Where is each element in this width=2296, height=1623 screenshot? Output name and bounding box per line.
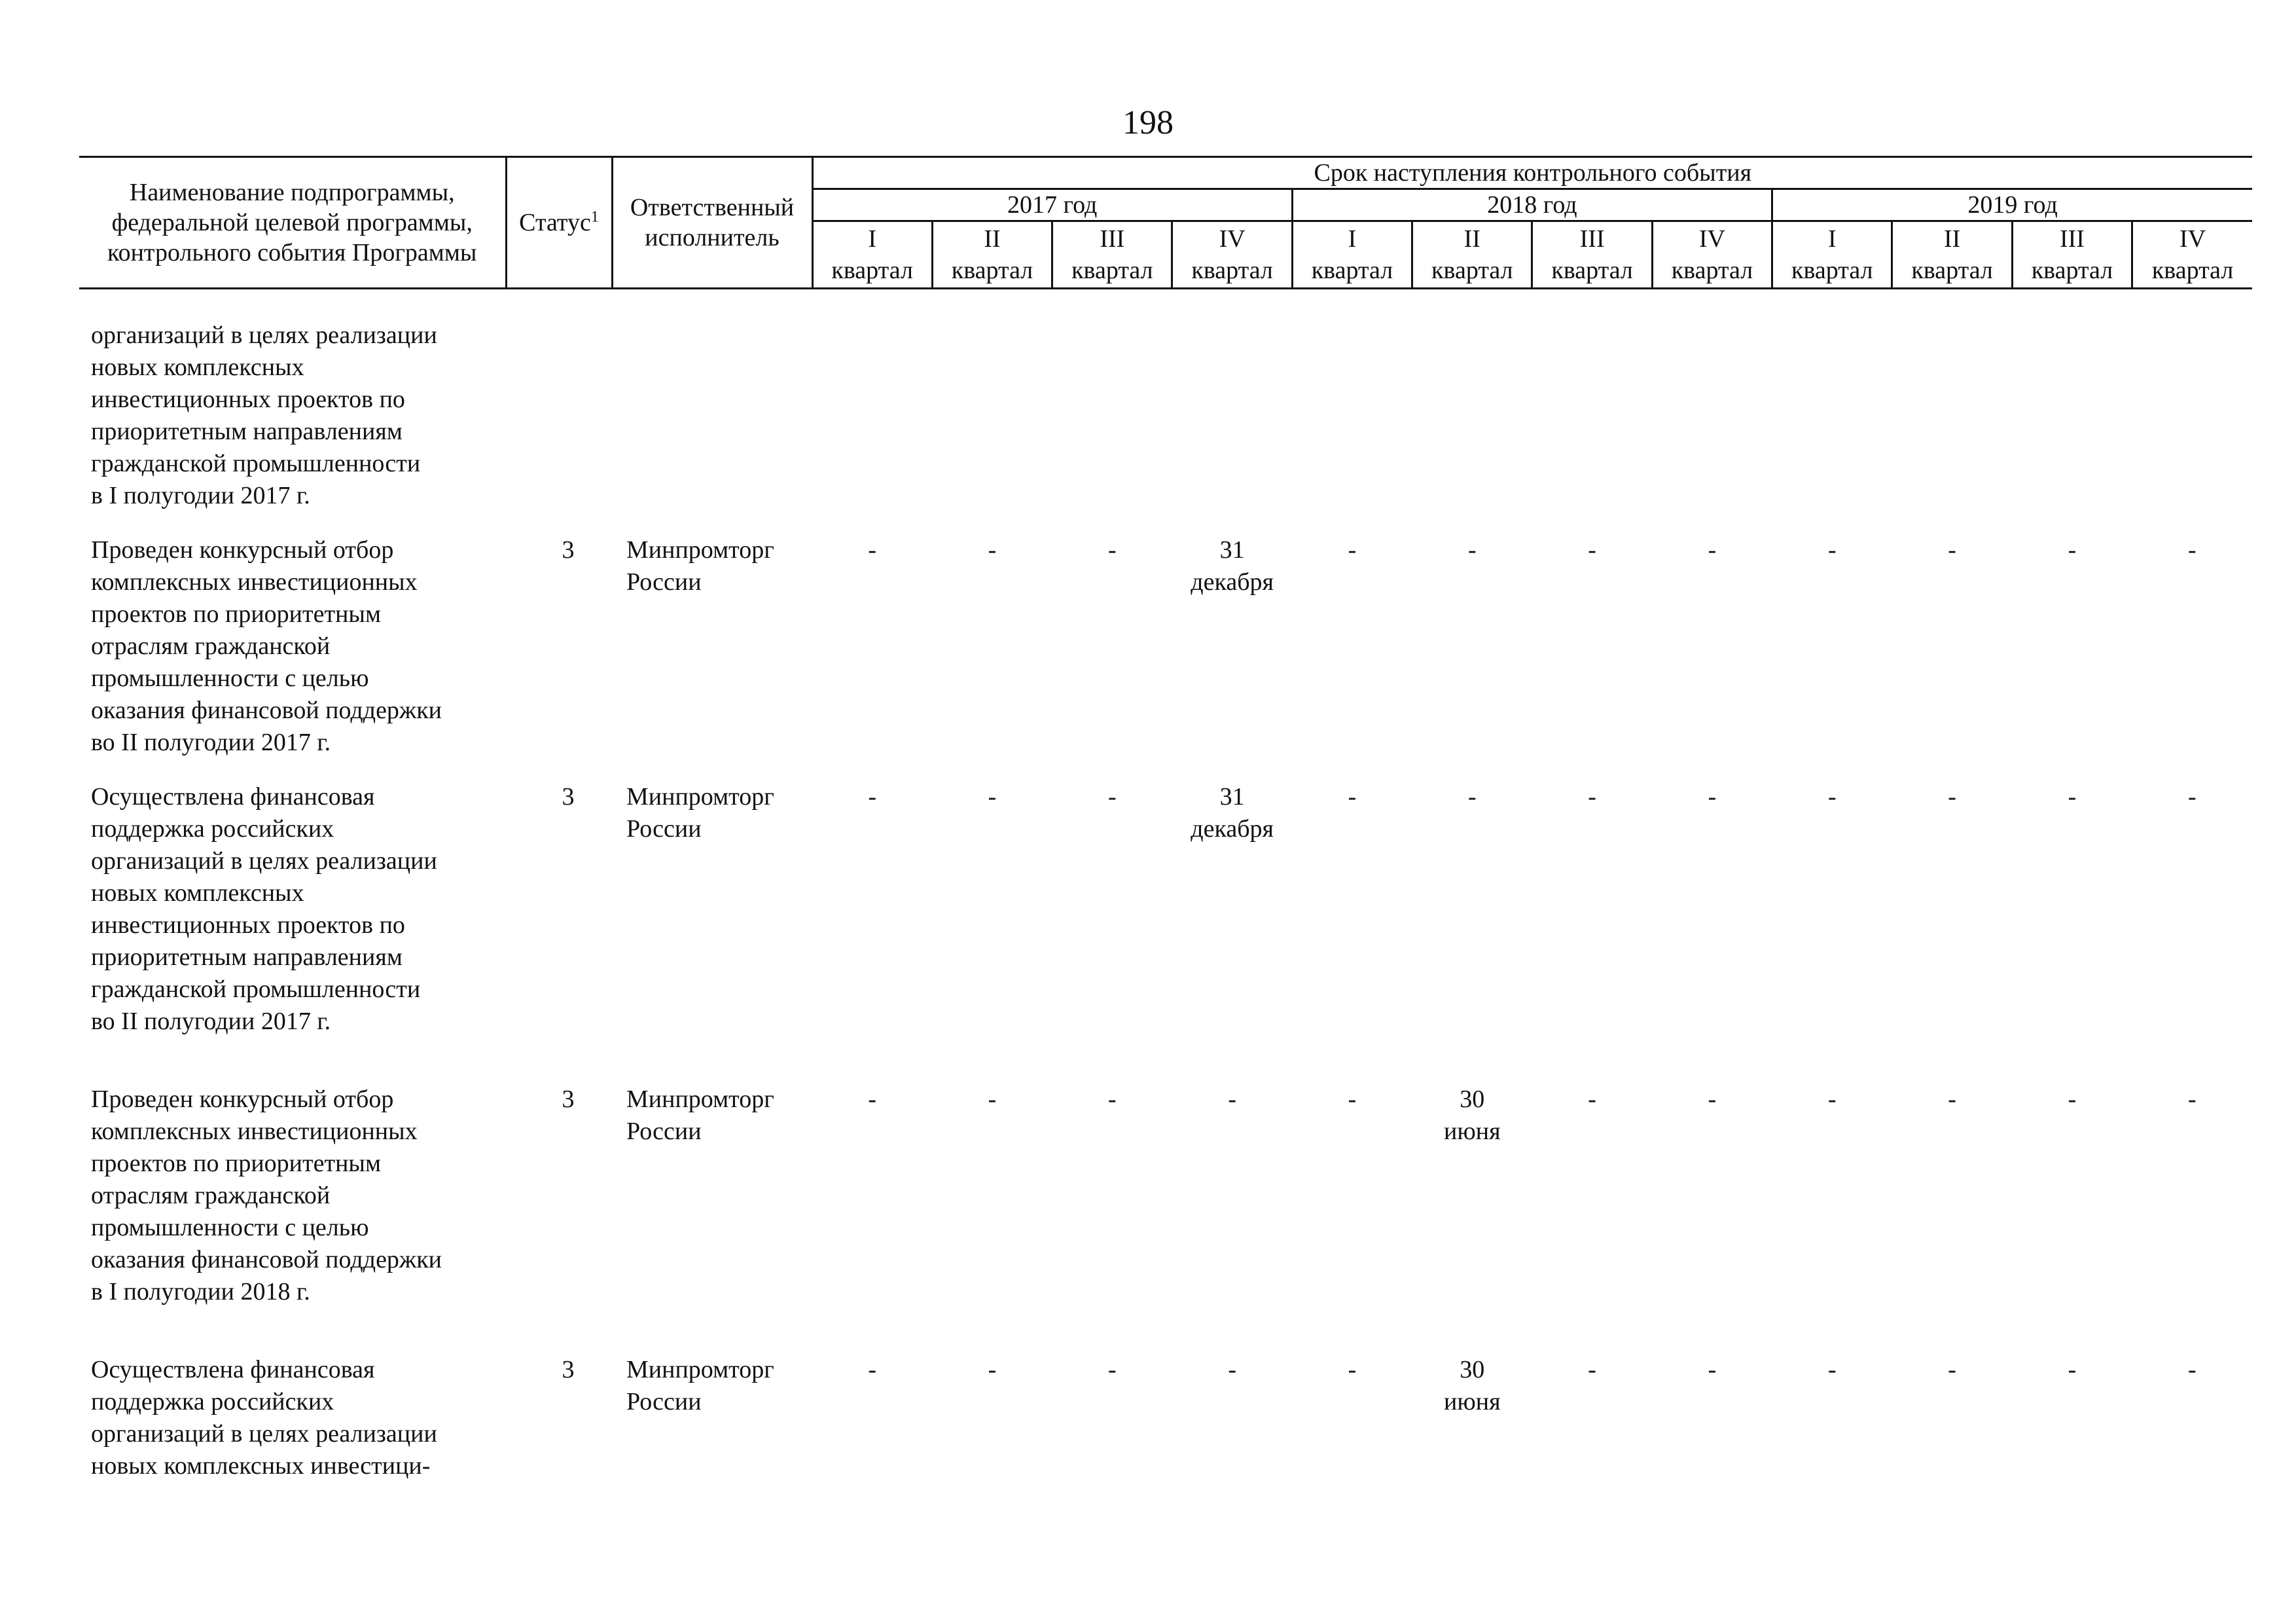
quarter-cell-9	[1892, 1084, 2012, 1354]
quarter-cell-value: -	[1588, 783, 1596, 811]
quarter-cell-value: -	[868, 1085, 876, 1113]
event-name-line: гражданской промышленности	[91, 976, 421, 1003]
quarter-word: квартал	[2151, 257, 2234, 284]
quarter-cell-value: 30	[1460, 1085, 1485, 1113]
header-quarter-1	[932, 221, 1052, 289]
quarter-cell-value: -	[1348, 536, 1357, 564]
event-name-line: приоритетным направлениям	[91, 418, 403, 445]
quarter-cell-value: -	[988, 783, 997, 811]
event-status: 3	[562, 536, 575, 564]
header-responsible-column: Ответственный исполнитель	[612, 157, 812, 289]
quarter-cell-value: июня	[1444, 1118, 1501, 1145]
event-name-line: приоритетным направлениям	[91, 943, 403, 971]
quarter-cell-3	[1172, 534, 1292, 781]
quarter-word: квартал	[831, 257, 913, 284]
quarter-cell-11	[2132, 534, 2252, 781]
header-year-1: 2018 год	[1292, 189, 1772, 221]
quarter-cell-value: -	[1827, 1356, 1837, 1383]
quarter-cell-0	[812, 319, 932, 534]
header-status-column	[506, 157, 612, 289]
quarter-cell-5	[1412, 1084, 1532, 1354]
table-row	[79, 781, 2252, 1084]
quarter-cell-10	[2012, 319, 2132, 534]
table-row	[79, 319, 2252, 534]
event-name-line: инвестиционных проектов по	[91, 911, 405, 939]
quarter-cell-value: -	[1588, 536, 1596, 564]
quarter-cell-7	[1652, 534, 1772, 781]
quarter-cell-8	[1772, 319, 1892, 534]
event-name-line: в I полугодии 2017 г.	[91, 482, 310, 509]
quarter-word: квартал	[1071, 257, 1153, 284]
quarter-cell-value: -	[1827, 783, 1837, 811]
quarter-number: IV	[1219, 225, 1246, 253]
quarter-cell-11	[2132, 781, 2252, 1084]
quarter-cell-1	[932, 781, 1052, 1084]
table-body	[79, 289, 2252, 1505]
quarter-cell-value: -	[1107, 536, 1117, 564]
quarter-cell-11	[2132, 1354, 2252, 1504]
event-name-line: новых комплексных	[91, 354, 304, 381]
quarter-cell-5	[1412, 781, 1532, 1084]
quarter-cell-5	[1412, 534, 1532, 781]
event-name-line: промышленности с целью	[91, 665, 369, 692]
quarter-cell-value: -	[1588, 1085, 1596, 1113]
quarter-cell-value: -	[2188, 1356, 2197, 1383]
quarter-number: III	[2059, 225, 2085, 253]
quarter-cell-value: -	[1827, 1085, 1837, 1113]
event-status: 3	[562, 1085, 575, 1113]
quarter-cell-3	[1172, 781, 1292, 1084]
event-responsible-line: России	[626, 815, 702, 843]
event-responsible-line: России	[626, 568, 702, 596]
quarter-cell-7	[1652, 1354, 1772, 1504]
event-responsible-line: Минпромторг	[626, 1356, 774, 1383]
quarter-cell-1	[932, 319, 1052, 534]
header-year-0: 2017 год	[812, 189, 1292, 221]
event-name-line: Проведен конкурсный отбор	[91, 536, 394, 564]
event-responsible	[612, 1084, 812, 1354]
quarter-word: квартал	[1191, 257, 1273, 284]
quarter-cell-5	[1412, 319, 1532, 534]
event-name-line: проектов по приоритетным	[91, 600, 382, 628]
quarter-cell-value: -	[1948, 1356, 1956, 1383]
event-name-line: проектов по приоритетным	[91, 1150, 382, 1177]
header-quarter-9	[1892, 221, 2012, 289]
quarter-cell-8	[1772, 534, 1892, 781]
quarter-number: II	[984, 225, 1001, 253]
quarter-cell-11	[2132, 1084, 2252, 1354]
event-responsible-line: Минпромторг	[626, 536, 774, 564]
event-name-line: инвестиционных проектов по	[91, 386, 405, 413]
quarter-cell-7	[1652, 1084, 1772, 1354]
quarter-cell-value: декабря	[1191, 568, 1274, 596]
quarter-cell-4	[1292, 1084, 1412, 1354]
quarter-cell-8	[1772, 1084, 1892, 1354]
quarter-number: I	[868, 225, 876, 253]
quarter-cell-6	[1532, 534, 1652, 781]
event-name-line: оказания финансовой поддержки	[91, 1246, 442, 1273]
quarter-cell-6	[1532, 319, 1652, 534]
event-name-line: отраслям гражданской	[91, 632, 331, 660]
quarter-cell-value: -	[1348, 1085, 1357, 1113]
quarter-cell-value: -	[1708, 783, 1717, 811]
quarter-word: квартал	[1551, 257, 1633, 284]
quarter-number: III	[1579, 225, 1605, 253]
header-quarter-2	[1052, 221, 1172, 289]
table-row	[79, 1084, 2252, 1354]
event-status	[506, 319, 612, 534]
quarter-cell-8	[1772, 781, 1892, 1084]
header-status-label: Статус	[519, 209, 591, 236]
event-name-line: поддержка российских	[91, 815, 334, 843]
quarter-word: квартал	[951, 257, 1033, 284]
page-number: 198	[1122, 104, 1174, 141]
header-events-title: Срок наступления контрольного события	[812, 157, 2252, 189]
quarter-cell-value: -	[2188, 1085, 2197, 1113]
quarter-cell-value: -	[1107, 783, 1117, 811]
quarter-cell-9	[1892, 781, 2012, 1084]
event-name-line: Осуществлена финансовая	[91, 1356, 375, 1383]
quarter-cell-value: -	[1708, 536, 1717, 564]
event-name-line: новых комплексных	[91, 879, 304, 907]
event-name-line: комплексных инвестиционных	[91, 568, 418, 596]
event-name-line: Проведен конкурсный отбор	[91, 1085, 394, 1113]
quarter-cell-8	[1772, 1354, 1892, 1504]
quarter-word: квартал	[1431, 257, 1513, 284]
quarter-cell-9	[1892, 1354, 2012, 1504]
quarter-cell-10	[2012, 534, 2132, 781]
quarter-cell-value: -	[1588, 1356, 1596, 1383]
header-name-column: Наименование подпрограммы, федеральной целевой программы, контрольного события Программы	[79, 157, 506, 289]
event-responsible-line: России	[626, 1118, 702, 1145]
quarter-cell-2	[1052, 1084, 1172, 1354]
quarter-cell-6	[1532, 1354, 1652, 1504]
quarter-cell-value: 31	[1219, 536, 1245, 564]
event-name	[79, 1354, 506, 1504]
quarter-cell-value: -	[868, 536, 876, 564]
quarter-cell-4	[1292, 319, 1412, 534]
quarter-cell-value: -	[1228, 1085, 1236, 1113]
quarter-cell-7	[1652, 781, 1772, 1084]
header-quarter-11	[2132, 221, 2252, 289]
event-responsible	[612, 1354, 812, 1504]
quarter-cell-2	[1052, 781, 1172, 1084]
quarter-cell-4	[1292, 781, 1412, 1084]
quarter-word: квартал	[1791, 257, 1873, 284]
quarter-cell-value: -	[1948, 1085, 1956, 1113]
quarter-word: квартал	[2031, 257, 2113, 284]
event-name-line: организаций в целях реализации	[91, 321, 437, 349]
header-year-2: 2019 год	[1772, 189, 2252, 221]
header-quarter-0	[812, 221, 932, 289]
header-quarter-7	[1652, 221, 1772, 289]
event-name-line: комплексных инвестиционных	[91, 1118, 418, 1145]
header-quarter-8	[1772, 221, 1892, 289]
quarter-cell-value: 30	[1460, 1356, 1485, 1383]
quarter-cell-value: -	[1107, 1356, 1117, 1383]
quarter-cell-4	[1292, 1354, 1412, 1504]
quarter-cell-0	[812, 781, 932, 1084]
event-responsible-line: Минпромторг	[626, 783, 774, 811]
header-quarter-10	[2012, 221, 2132, 289]
quarter-cell-7	[1652, 319, 1772, 534]
quarter-word: квартал	[1911, 257, 1993, 284]
quarter-cell-value: -	[868, 783, 876, 811]
quarter-cell-value: -	[1107, 1085, 1117, 1113]
quarter-cell-6	[1532, 781, 1652, 1084]
quarter-cell-value: -	[1827, 536, 1837, 564]
quarter-cell-2	[1052, 534, 1172, 781]
quarter-cell-value: декабря	[1191, 815, 1274, 843]
quarter-cell-10	[2012, 1084, 2132, 1354]
event-name-line: в I полугодии 2018 г.	[91, 1278, 310, 1305]
table-header	[79, 157, 2252, 289]
quarter-cell-5	[1412, 1354, 1532, 1504]
event-status: 3	[562, 1356, 575, 1383]
quarter-cell-value: -	[1348, 1356, 1357, 1383]
quarter-cell-value: -	[988, 1356, 997, 1383]
quarter-cell-value: 31	[1219, 783, 1245, 811]
table-row	[79, 534, 2252, 781]
quarter-cell-6	[1532, 1084, 1652, 1354]
quarter-cell-3	[1172, 1084, 1292, 1354]
quarter-cell-value: -	[1467, 536, 1477, 564]
event-name-line: Осуществлена финансовая	[91, 783, 375, 811]
quarter-cell-value: -	[988, 536, 997, 564]
event-name-line: оказания финансовой поддержки	[91, 697, 442, 724]
quarter-cell-value: -	[2068, 1356, 2077, 1383]
quarter-cell-0	[812, 534, 932, 781]
quarter-number: IV	[2179, 225, 2206, 253]
quarter-cell-value: -	[988, 1085, 997, 1113]
event-responsible-line: России	[626, 1388, 702, 1415]
event-name-line: новых комплексных инвестици-	[91, 1452, 431, 1480]
quarter-cell-2	[1052, 1354, 1172, 1504]
header-quarter-5	[1412, 221, 1532, 289]
event-responsible	[612, 534, 812, 781]
quarter-number: I	[1348, 225, 1357, 253]
event-responsible	[612, 781, 812, 1084]
quarter-cell-1	[932, 1354, 1052, 1504]
quarter-cell-value: -	[1948, 536, 1956, 564]
quarter-cell-value: -	[2188, 783, 2197, 811]
event-name	[79, 781, 506, 1084]
quarter-cell-value: -	[2068, 1085, 2077, 1113]
event-status: 3	[562, 783, 575, 811]
control-events-table	[79, 156, 2252, 1504]
quarter-cell-value: июня	[1444, 1388, 1501, 1415]
quarter-cell-10	[2012, 781, 2132, 1084]
quarter-cell-value: -	[1708, 1356, 1717, 1383]
quarter-cell-0	[812, 1354, 932, 1504]
quarter-cell-9	[1892, 319, 2012, 534]
quarter-cell-9	[1892, 534, 2012, 781]
quarter-number: II	[1463, 225, 1480, 253]
header-quarter-4	[1292, 221, 1412, 289]
header-status-footnote: 1	[590, 208, 599, 226]
event-responsible	[612, 319, 812, 534]
event-name-line: организаций в целях реализации	[91, 847, 437, 875]
event-name	[79, 1084, 506, 1354]
event-name	[79, 319, 506, 534]
event-name-line: гражданской промышленности	[91, 450, 421, 477]
quarter-cell-3	[1172, 319, 1292, 534]
quarter-cell-value: -	[2068, 536, 2077, 564]
quarter-number: I	[1827, 225, 1837, 253]
event-name-line: во II полугодии 2017 г.	[91, 729, 331, 756]
quarter-cell-value: -	[1467, 783, 1477, 811]
quarter-cell-value: -	[868, 1356, 876, 1383]
header-quarter-6	[1532, 221, 1652, 289]
quarter-word: квартал	[1311, 257, 1393, 284]
quarter-cell-2	[1052, 319, 1172, 534]
event-responsible-line: Минпромторг	[626, 1085, 774, 1113]
quarter-cell-4	[1292, 534, 1412, 781]
quarter-word: квартал	[1671, 257, 1753, 284]
quarter-cell-value: -	[1708, 1085, 1717, 1113]
quarter-cell-1	[932, 1084, 1052, 1354]
quarter-cell-10	[2012, 1354, 2132, 1504]
quarter-number: III	[1100, 225, 1125, 253]
event-name-line: промышленности с целью	[91, 1214, 369, 1241]
event-name-line: отраслям гражданской	[91, 1182, 331, 1209]
header-spacer	[79, 289, 2252, 320]
quarter-cell-value: -	[1228, 1356, 1236, 1383]
quarter-number: IV	[1698, 225, 1726, 253]
quarter-cell-0	[812, 1084, 932, 1354]
quarter-cell-1	[932, 534, 1052, 781]
event-name	[79, 534, 506, 781]
event-name-line: организаций в целях реализации	[91, 1420, 437, 1448]
event-name-line: поддержка российских	[91, 1388, 334, 1415]
event-name-line: во II полугодии 2017 г.	[91, 1008, 331, 1035]
quarter-cell-11	[2132, 319, 2252, 534]
table-row	[79, 1354, 2252, 1504]
quarter-number: II	[1943, 225, 1961, 253]
quarter-cell-3	[1172, 1354, 1292, 1504]
quarter-cell-value: -	[1948, 783, 1956, 811]
quarter-cell-value: -	[2188, 536, 2197, 564]
header-quarter-3	[1172, 221, 1292, 289]
quarter-cell-value: -	[1348, 783, 1357, 811]
quarter-cell-value: -	[2068, 783, 2077, 811]
